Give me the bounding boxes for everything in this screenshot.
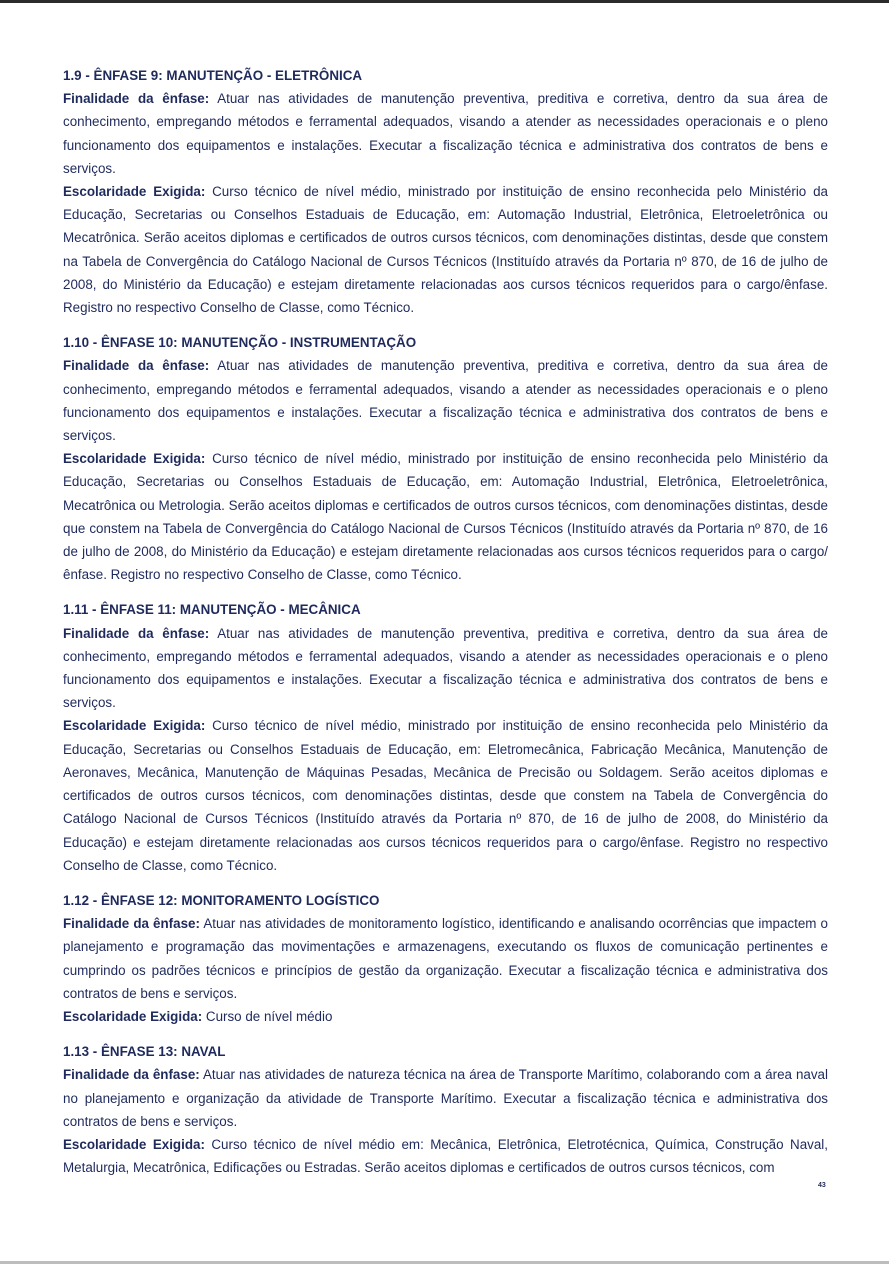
escolaridade-paragraph: [63, 447, 828, 586]
escolaridade-label: Escolaridade Exigida:: [63, 718, 206, 734]
escolaridade-text: Curso técnico de nível médio em: Mecânica, Eletrônica, Eletrotécnica, Química, Construção Naval, Metalurgia, Mecatrônica, Edificações ou Estradas. Serão aceitos diplomas e certificados de outros cursos técnicos, com: [63, 1136, 828, 1176]
escolaridade-label: Escolaridade Exigida:: [63, 451, 206, 467]
finalidade-text: Atuar nas atividades de manutenção preventiva, preditiva e corretiva, dentro da sua área de conhecimento, empregando métodos e ferramental adequados, visando a atender as necessidades operacionais e o pleno funcionamento dos equipamentos e instalações. Executar a fiscalização técnica e administrativa dos contratos de bens e serviços.: [63, 358, 828, 444]
section-heading: 1.10 - ÊNFASE 10: MANUTENÇÃO - INSTRUMENTAÇÃO: [63, 335, 417, 351]
finalidade-paragraph: [63, 912, 828, 1005]
escolaridade-text: Curso técnico de nível médio, ministrado por instituição de ensino reconhecida pelo Ministério da Educação, Secretarias ou Conselhos Estaduais de Educação, em: Eletromecânica, Fabricação Mecânica, Manutenção de Aeronaves, Mecânica, Manutenção de Máquinas Pesadas, Mecânica de Precisão ou Soldagem. Serão aceitos diplomas e certificados de outros cursos técnicos, com denominações distintas, desde que constem na Tabela de Convergência do Catálogo Nacional de Cursos Técnicos (Instituído através da Portaria nº 870, de 16 de julho de 2008, do Ministério da Educação) e estejam diretamente relacionadas aos cursos técnicos requeridos para o cargo/ênfase. Registro no respectivo Conselho de Classe, como Técnico.: [63, 718, 828, 873]
finalidade-label: Finalidade da ênfase:: [63, 625, 210, 641]
section-heading: 1.11 - ÊNFASE 11: MANUTENÇÃO - MECÂNICA: [63, 602, 361, 618]
section-enfase-13: [63, 1040, 828, 1179]
section-heading: 1.12 - ÊNFASE 12: MONITORAMENTO LOGÍSTICO: [63, 892, 380, 908]
escolaridade-paragraph: [63, 1133, 828, 1179]
escolaridade-label: Escolaridade Exigida:: [63, 184, 206, 200]
escolaridade-paragraph: [63, 714, 828, 876]
finalidade-paragraph: [63, 87, 828, 180]
finalidade-label: Finalidade da ênfase:: [63, 1067, 200, 1083]
finalidade-text: Atuar nas atividades de manutenção preventiva, preditiva e corretiva, dentro da sua área de conhecimento, empregando métodos e ferramental adequados, visando a atender as necessidades operacionais e o pleno funcionamento dos equipamentos e instalações. Executar a fiscalização técnica e administrativa dos contratos de bens e serviços.: [63, 625, 828, 711]
escolaridade-paragraph: [63, 180, 828, 319]
finalidade-text: Atuar nas atividades de manutenção preventiva, preditiva e corretiva, dentro da sua área de conhecimento, empregando métodos e ferramental adequados, visando a atender as necessidades operacionais e o pleno funcionamento dos equipamentos e instalações. Executar a fiscalização técnica e administrativa dos contratos de bens e serviços.: [63, 91, 828, 176]
finalidade-paragraph: [63, 622, 828, 715]
escolaridade-text: Curso técnico de nível médio, ministrado por instituição de ensino reconhecida pelo Ministério da Educação, Secretarias ou Conselhos Estaduais de Educação, em: Automação Industrial, Eletrônica, Eletroeletrônica, Mecatrônica ou Metrologia. Serão aceitos diplomas e certificados de outros cursos técnicos, com denominações distintas, desde que constem na Tabela de Convergência do Catálogo Nacional de Cursos Técnicos (Instituído através da Portaria nº 870, de 16 de julho de 2008, do Ministério da Educação) e estejam diretamente relacionadas aos cursos técnicos requeridos para o cargo/ênfase. Registro no respectivo Conselho de Classe, como Técnico.: [63, 451, 828, 583]
section-enfase-9: [63, 64, 828, 319]
finalidade-label: Finalidade da ênfase:: [63, 358, 210, 374]
section-enfase-11: [63, 598, 828, 876]
document-body: [63, 64, 828, 1191]
finalidade-label: Finalidade da ênfase:: [63, 91, 210, 107]
section-heading: 1.9 - ÊNFASE 9: MANUTENÇÃO - ELETRÔNICA: [63, 68, 363, 83]
finalidade-paragraph: [63, 1063, 828, 1133]
escolaridade-paragraph: [63, 1005, 828, 1028]
finalidade-paragraph: [63, 354, 828, 447]
escolaridade-label: Escolaridade Exigida:: [63, 1008, 203, 1024]
top-border: [0, 0, 889, 3]
page-number: 43: [818, 1182, 826, 1189]
section-enfase-12: [63, 889, 828, 1028]
escolaridade-text: Curso técnico de nível médio, ministrado por instituição de ensino reconhecida pelo Ministério da Educação, Secretarias ou Conselhos Estaduais de Educação, em: Automação Industrial, Eletrônica, Eletroeletrônica ou Mecatrônica. Serão aceitos diplomas e certificados de outros cursos técnicos, com denominações distintas, desde que constem na Tabela de Convergência do Catálogo Nacional de Cursos Técnicos (Instituído através da Portaria nº 870, de 16 de julho de 2008, do Ministério da Educação) e estejam diretamente relacionadas aos cursos técnicos requeridos para o cargo/ênfase. Registro no respectivo Conselho de Classe, como Técnico.: [63, 184, 828, 316]
section-heading: 1.13 - ÊNFASE 13: NAVAL: [63, 1044, 226, 1060]
escolaridade-label: Escolaridade Exigida:: [63, 1136, 205, 1152]
escolaridade-text: Curso de nível médio: [202, 1008, 333, 1024]
section-enfase-10: [63, 331, 828, 586]
finalidade-text: Atuar nas atividades de monitoramento logístico, identificando e analisando ocorrências que impactem o planejamento e programação das movimentações e armazenagens, executando os fluxos de comunicação pertinentes e cumprindo os padrões técnicos e princípios de gestão da organização. Executar a fiscalização técnica e administrativa dos contratos de bens e serviços.: [63, 916, 828, 1001]
finalidade-label: Finalidade da ênfase:: [63, 916, 200, 932]
finalidade-text: Atuar nas atividades de natureza técnica na área de Transporte Marítimo, colaborando com a área naval no planejamento e organização da atividade de Transporte Marítimo. Executar a fiscalização técnica e administrativa dos contratos de bens e serviços.: [63, 1067, 828, 1129]
